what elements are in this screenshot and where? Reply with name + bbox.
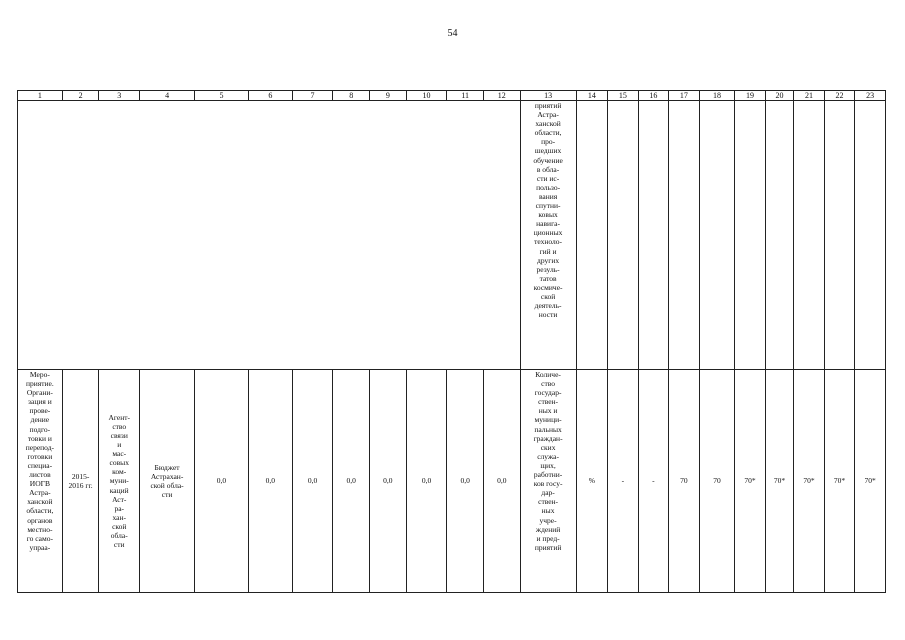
column-number-17: 17 (669, 91, 700, 101)
table-row (18, 101, 886, 370)
indicator-value-cell: - (608, 370, 639, 593)
column-number-8: 8 (333, 91, 370, 101)
funding-value-cell: 0,0 (292, 370, 333, 593)
indicator-value-cell: 70* (765, 370, 793, 593)
period-cell (62, 370, 99, 593)
text-line: ИОГВ (29, 479, 50, 489)
text-line: техноло- (534, 237, 563, 247)
indicator-value-cell: 70 (699, 370, 735, 593)
column-number-20: 20 (765, 91, 793, 101)
text-line: сти (161, 490, 173, 500)
text-line: хан- (112, 512, 126, 522)
indicator-cell (520, 101, 576, 370)
text-line: государ- (534, 388, 562, 398)
column-number-4: 4 (140, 91, 195, 101)
text-line: приятие. (26, 379, 54, 389)
text-line: татов (539, 273, 557, 283)
funding-value-cell: 0,0 (248, 370, 292, 593)
text-line: ской (112, 521, 127, 531)
table-cell (855, 101, 886, 370)
column-number-3: 3 (99, 91, 140, 101)
text-line: приятий (534, 542, 562, 552)
page-number: 54 (447, 28, 458, 39)
text-line: специа- (27, 460, 53, 470)
text-line: перепод- (25, 442, 55, 452)
text-line: и пред- (536, 533, 560, 543)
text-line: Количе- (535, 370, 561, 379)
column-number-11: 11 (447, 91, 484, 101)
text-line: других (537, 255, 560, 265)
text-line: ханской (27, 497, 53, 507)
table-cell (638, 101, 669, 370)
text-line: Аст- (112, 494, 127, 504)
funding-value-cell: 0,0 (195, 370, 249, 593)
table-cell (608, 101, 639, 370)
text-line: вания (538, 191, 558, 201)
text-line: Меро- (29, 370, 50, 379)
text-line: ных и (538, 406, 558, 416)
executor-cell (99, 370, 140, 593)
text-line: обла- (110, 531, 128, 541)
column-number-13: 13 (520, 91, 576, 101)
text-line: связи (110, 430, 128, 440)
text-line: шедших (534, 146, 562, 156)
text-line: органов (27, 515, 53, 525)
indicator-value-cell: 70* (735, 370, 766, 593)
text-line: Астра- (537, 110, 559, 120)
text-line: дар- (541, 488, 555, 498)
table-cell (794, 101, 825, 370)
text-line: ханской (535, 119, 561, 129)
text-line: ра- (114, 503, 125, 513)
text-line: Бюджет (154, 462, 180, 472)
text-line: ство (112, 421, 127, 431)
indicator-value-cell: % (576, 370, 608, 593)
indicator-value-cell: 70* (824, 370, 855, 593)
indicator-value-cell: - (638, 370, 669, 593)
text-line: космиче- (533, 282, 563, 292)
text-line: муници- (534, 415, 562, 425)
text-line: листов (29, 470, 51, 480)
text-line: области, (534, 128, 562, 138)
funding-value-cell: 0,0 (483, 370, 520, 593)
indicator-cell (520, 370, 576, 593)
funding-source-cell (140, 370, 195, 593)
column-number-row (18, 91, 886, 101)
text-line: го само- (26, 533, 54, 543)
text-line: гий и (539, 246, 557, 256)
text-line: ком- (112, 467, 127, 477)
table-cell (699, 101, 735, 370)
text-line: навига- (536, 219, 560, 229)
text-line: учре- (539, 515, 557, 525)
text-line: ционных (533, 228, 563, 238)
text-line: ской обла- (150, 481, 184, 490)
text-line: служа- (537, 451, 559, 461)
text-line: ждений (535, 524, 561, 534)
column-number-16: 16 (638, 91, 669, 101)
text-line: в обла- (536, 164, 560, 174)
text-line: сти (113, 540, 125, 550)
text-line: ских (540, 442, 556, 452)
column-number-9: 9 (370, 91, 407, 101)
text-line: области, (26, 506, 54, 516)
text-line: ской (540, 291, 556, 301)
text-line: спутни- (535, 201, 561, 211)
text-line: ствен- (538, 397, 559, 407)
table-cell (576, 101, 608, 370)
text-line: ков госу- (533, 479, 563, 489)
text-line: совых (109, 458, 129, 468)
text-line: подго- (29, 424, 51, 434)
column-number-6: 6 (248, 91, 292, 101)
table-cell (735, 101, 766, 370)
text-line: ности (538, 310, 558, 320)
text-line: обучение (533, 155, 563, 165)
text-line: работни- (533, 470, 563, 480)
table-row (18, 370, 886, 593)
column-number-7: 7 (292, 91, 333, 101)
text-line: готовки (27, 451, 53, 461)
text-line: щих, (540, 460, 556, 470)
text-line: 2015- (71, 471, 90, 481)
column-number-1: 1 (18, 91, 63, 101)
text-line: дение (30, 415, 50, 425)
text-line: мас- (112, 449, 127, 459)
column-number-14: 14 (576, 91, 608, 101)
text-line: приятий (534, 101, 562, 110)
table-cell (824, 101, 855, 370)
text-line: зация и (28, 397, 52, 407)
column-number-18: 18 (699, 91, 735, 101)
indicator-value-cell: 70 (669, 370, 700, 593)
text-line: товки и (27, 433, 52, 443)
funding-value-cell: 0,0 (333, 370, 370, 593)
column-number-19: 19 (735, 91, 766, 101)
column-number-15: 15 (608, 91, 639, 101)
text-line: и (117, 440, 122, 450)
text-line: резуль- (536, 264, 560, 274)
text-line: ных (541, 506, 555, 516)
text-line: каций (109, 485, 129, 495)
column-number-23: 23 (855, 91, 886, 101)
text-line: упраа- (29, 542, 51, 552)
table-cell (765, 101, 793, 370)
document-table (17, 90, 886, 593)
indicator-value-cell: 70* (794, 370, 825, 593)
text-line: пользо- (536, 182, 561, 192)
column-number-2: 2 (62, 91, 99, 101)
funding-value-cell: 0,0 (370, 370, 407, 593)
funding-value-cell: 0,0 (447, 370, 484, 593)
text-line: деятель- (534, 301, 562, 311)
text-line: про- (541, 137, 556, 147)
text-line: местно- (27, 524, 53, 534)
column-number-21: 21 (794, 91, 825, 101)
text-line: 2016 гг. (68, 481, 93, 490)
text-line: ковых (538, 210, 558, 220)
empty-merged-cell (18, 101, 521, 370)
text-line: сти ис- (536, 173, 560, 183)
table-cell (669, 101, 700, 370)
funding-value-cell: 0,0 (406, 370, 447, 593)
text-line: муни- (109, 476, 129, 486)
column-number-10: 10 (406, 91, 447, 101)
text-line: пальных (534, 424, 562, 434)
text-line: прове- (29, 406, 51, 416)
column-number-12: 12 (483, 91, 520, 101)
column-number-22: 22 (824, 91, 855, 101)
text-line: Астрахан- (150, 471, 184, 481)
text-line: ство (541, 379, 556, 389)
indicator-value-cell: 70* (855, 370, 886, 593)
text-line: Агент- (108, 412, 130, 422)
text-line: ствен- (538, 497, 559, 507)
text-line: Астра- (29, 488, 51, 498)
text-line: Органи- (26, 388, 53, 398)
column-number-5: 5 (195, 91, 249, 101)
text-line: граждан- (533, 433, 563, 443)
measure-name-cell (18, 370, 63, 593)
